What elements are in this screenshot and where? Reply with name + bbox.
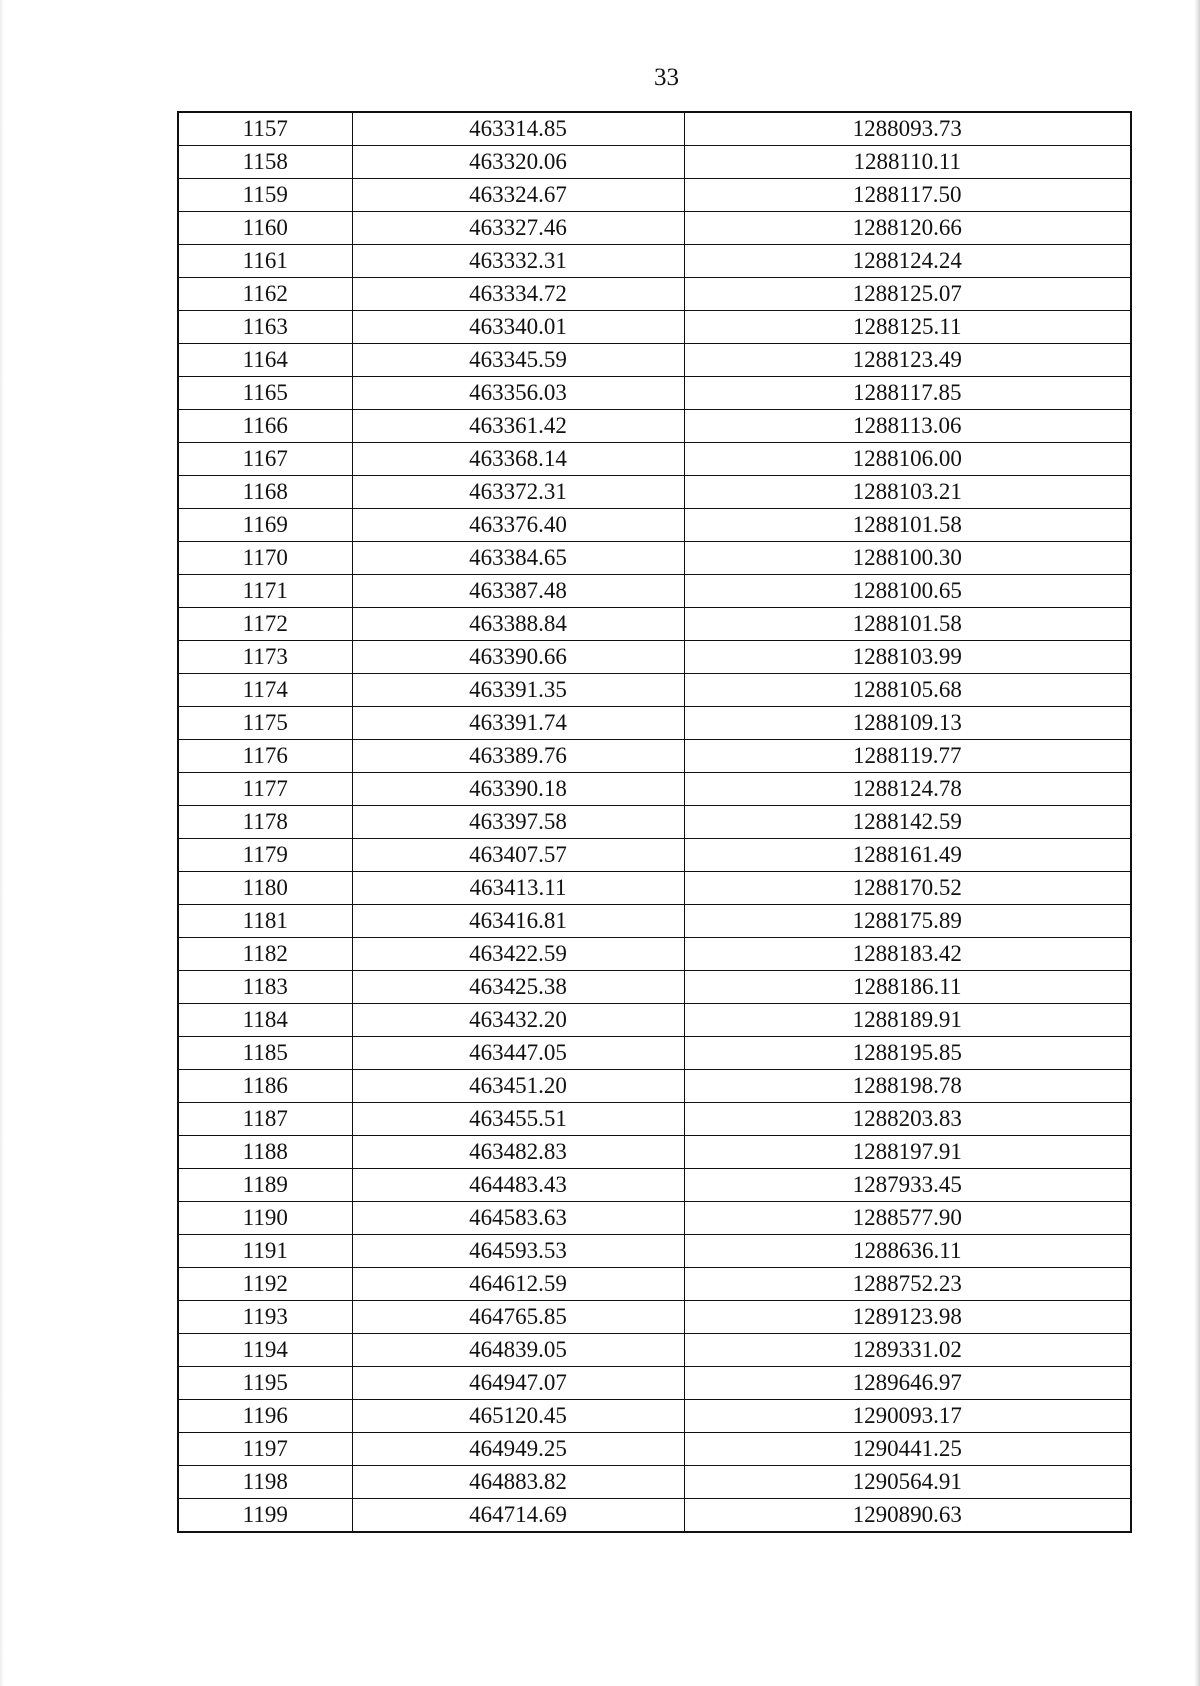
table-row <box>178 938 1131 971</box>
x-coordinate-cell: 464593.53 <box>352 1235 684 1268</box>
table-row <box>178 905 1131 938</box>
point-id-cell: 1177 <box>178 773 352 806</box>
table-row <box>178 674 1131 707</box>
point-id-cell: 1189 <box>178 1169 352 1202</box>
table-row <box>178 146 1131 179</box>
y-coordinate-cell: 1288124.78 <box>684 773 1131 806</box>
coordinate-table-body <box>178 112 1131 1532</box>
x-coordinate-cell: 464483.43 <box>352 1169 684 1202</box>
point-id-cell: 1176 <box>178 740 352 773</box>
x-coordinate-cell: 463356.03 <box>352 377 684 410</box>
x-coordinate-cell: 463407.57 <box>352 839 684 872</box>
point-id-cell: 1174 <box>178 674 352 707</box>
point-id-cell: 1162 <box>178 278 352 311</box>
point-id-cell: 1178 <box>178 806 352 839</box>
y-coordinate-cell: 1288161.49 <box>684 839 1131 872</box>
table-row <box>178 1202 1131 1235</box>
table-row <box>178 278 1131 311</box>
point-id-cell: 1164 <box>178 344 352 377</box>
y-coordinate-cell: 1288752.23 <box>684 1268 1131 1301</box>
y-coordinate-cell: 1288183.42 <box>684 938 1131 971</box>
y-coordinate-cell: 1288106.00 <box>684 443 1131 476</box>
point-id-cell: 1194 <box>178 1334 352 1367</box>
x-coordinate-cell: 463447.05 <box>352 1037 684 1070</box>
point-id-cell: 1199 <box>178 1499 352 1533</box>
point-id-cell: 1188 <box>178 1136 352 1169</box>
x-coordinate-cell: 463390.18 <box>352 773 684 806</box>
y-coordinate-cell: 1288125.11 <box>684 311 1131 344</box>
x-coordinate-cell: 463361.42 <box>352 410 684 443</box>
x-coordinate-cell: 463389.76 <box>352 740 684 773</box>
table-row <box>178 476 1131 509</box>
page-number: 33 <box>654 64 679 91</box>
x-coordinate-cell: 463482.83 <box>352 1136 684 1169</box>
point-id-cell: 1197 <box>178 1433 352 1466</box>
point-id-cell: 1184 <box>178 1004 352 1037</box>
y-coordinate-cell: 1288123.49 <box>684 344 1131 377</box>
x-coordinate-cell: 463425.38 <box>352 971 684 1004</box>
y-coordinate-cell: 1288105.68 <box>684 674 1131 707</box>
y-coordinate-cell: 1288142.59 <box>684 806 1131 839</box>
point-id-cell: 1183 <box>178 971 352 1004</box>
table-row <box>178 1268 1131 1301</box>
y-coordinate-cell: 1288093.73 <box>684 112 1131 146</box>
x-coordinate-cell: 463384.65 <box>352 542 684 575</box>
point-id-cell: 1163 <box>178 311 352 344</box>
point-id-cell: 1185 <box>178 1037 352 1070</box>
x-coordinate-cell: 463327.46 <box>352 212 684 245</box>
y-coordinate-cell: 1288198.78 <box>684 1070 1131 1103</box>
y-coordinate-cell: 1288101.58 <box>684 509 1131 542</box>
table-row <box>178 1466 1131 1499</box>
x-coordinate-cell: 464714.69 <box>352 1499 684 1533</box>
y-coordinate-cell: 1288113.06 <box>684 410 1131 443</box>
table-row <box>178 806 1131 839</box>
table-row <box>178 344 1131 377</box>
point-id-cell: 1182 <box>178 938 352 971</box>
x-coordinate-cell: 464765.85 <box>352 1301 684 1334</box>
table-row <box>178 1400 1131 1433</box>
x-coordinate-cell: 463422.59 <box>352 938 684 971</box>
y-coordinate-cell: 1288120.66 <box>684 212 1131 245</box>
point-id-cell: 1159 <box>178 179 352 212</box>
point-id-cell: 1165 <box>178 377 352 410</box>
point-id-cell: 1192 <box>178 1268 352 1301</box>
point-id-cell: 1198 <box>178 1466 352 1499</box>
point-id-cell: 1180 <box>178 872 352 905</box>
y-coordinate-cell: 1289331.02 <box>684 1334 1131 1367</box>
y-coordinate-cell: 1288117.50 <box>684 179 1131 212</box>
table-row <box>178 1433 1131 1466</box>
y-coordinate-cell: 1288103.21 <box>684 476 1131 509</box>
y-coordinate-cell: 1287933.45 <box>684 1169 1131 1202</box>
y-coordinate-cell: 1289646.97 <box>684 1367 1131 1400</box>
point-id-cell: 1157 <box>178 112 352 146</box>
table-row <box>178 740 1131 773</box>
point-id-cell: 1181 <box>178 905 352 938</box>
x-coordinate-cell: 463320.06 <box>352 146 684 179</box>
point-id-cell: 1190 <box>178 1202 352 1235</box>
x-coordinate-cell: 465120.45 <box>352 1400 684 1433</box>
scan-edge-right <box>1194 0 1200 1686</box>
x-coordinate-cell: 463391.35 <box>352 674 684 707</box>
coordinate-table <box>177 111 1132 1533</box>
table-row <box>178 773 1131 806</box>
table-row <box>178 377 1131 410</box>
point-id-cell: 1191 <box>178 1235 352 1268</box>
point-id-cell: 1168 <box>178 476 352 509</box>
x-coordinate-cell: 463372.31 <box>352 476 684 509</box>
y-coordinate-cell: 1288195.85 <box>684 1037 1131 1070</box>
point-id-cell: 1170 <box>178 542 352 575</box>
table-row <box>178 1499 1131 1533</box>
y-coordinate-cell: 1288100.65 <box>684 575 1131 608</box>
y-coordinate-cell: 1290093.17 <box>684 1400 1131 1433</box>
table-row <box>178 1334 1131 1367</box>
x-coordinate-cell: 463345.59 <box>352 344 684 377</box>
x-coordinate-cell: 463390.66 <box>352 641 684 674</box>
point-id-cell: 1195 <box>178 1367 352 1400</box>
y-coordinate-cell: 1288101.58 <box>684 608 1131 641</box>
y-coordinate-cell: 1290441.25 <box>684 1433 1131 1466</box>
y-coordinate-cell: 1288189.91 <box>684 1004 1131 1037</box>
x-coordinate-cell: 463416.81 <box>352 905 684 938</box>
y-coordinate-cell: 1290890.63 <box>684 1499 1131 1533</box>
x-coordinate-cell: 464883.82 <box>352 1466 684 1499</box>
point-id-cell: 1169 <box>178 509 352 542</box>
point-id-cell: 1167 <box>178 443 352 476</box>
x-coordinate-cell: 464612.59 <box>352 1268 684 1301</box>
table-row <box>178 112 1131 146</box>
x-coordinate-cell: 463397.58 <box>352 806 684 839</box>
y-coordinate-cell: 1289123.98 <box>684 1301 1131 1334</box>
x-coordinate-cell: 463314.85 <box>352 112 684 146</box>
table-row <box>178 872 1131 905</box>
y-coordinate-cell: 1288170.52 <box>684 872 1131 905</box>
table-row <box>178 1004 1131 1037</box>
y-coordinate-cell: 1288125.07 <box>684 278 1131 311</box>
table-row <box>178 509 1131 542</box>
point-id-cell: 1160 <box>178 212 352 245</box>
point-id-cell: 1196 <box>178 1400 352 1433</box>
x-coordinate-cell: 463334.72 <box>352 278 684 311</box>
table-row <box>178 1103 1131 1136</box>
point-id-cell: 1171 <box>178 575 352 608</box>
table-row <box>178 839 1131 872</box>
table-row <box>178 245 1131 278</box>
x-coordinate-cell: 463432.20 <box>352 1004 684 1037</box>
y-coordinate-cell: 1288197.91 <box>684 1136 1131 1169</box>
y-coordinate-cell: 1288186.11 <box>684 971 1131 1004</box>
table-row <box>178 1235 1131 1268</box>
y-coordinate-cell: 1288117.85 <box>684 377 1131 410</box>
table-row <box>178 1169 1131 1202</box>
point-id-cell: 1158 <box>178 146 352 179</box>
table-row <box>178 575 1131 608</box>
x-coordinate-cell: 463413.11 <box>352 872 684 905</box>
x-coordinate-cell: 463387.48 <box>352 575 684 608</box>
table-row <box>178 443 1131 476</box>
table-row <box>178 1037 1131 1070</box>
y-coordinate-cell: 1288577.90 <box>684 1202 1131 1235</box>
y-coordinate-cell: 1288110.11 <box>684 146 1131 179</box>
table-row <box>178 1367 1131 1400</box>
x-coordinate-cell: 464947.07 <box>352 1367 684 1400</box>
x-coordinate-cell: 463388.84 <box>352 608 684 641</box>
x-coordinate-cell: 463340.01 <box>352 311 684 344</box>
y-coordinate-cell: 1288100.30 <box>684 542 1131 575</box>
point-id-cell: 1166 <box>178 410 352 443</box>
table-row <box>178 971 1131 1004</box>
scan-edge-left <box>0 0 4 1686</box>
x-coordinate-cell: 463455.51 <box>352 1103 684 1136</box>
table-row <box>178 641 1131 674</box>
y-coordinate-cell: 1288203.83 <box>684 1103 1131 1136</box>
table-row <box>178 1136 1131 1169</box>
x-coordinate-cell: 464949.25 <box>352 1433 684 1466</box>
point-id-cell: 1187 <box>178 1103 352 1136</box>
table-row <box>178 311 1131 344</box>
table-row <box>178 179 1131 212</box>
table-row <box>178 1070 1131 1103</box>
x-coordinate-cell: 463368.14 <box>352 443 684 476</box>
table-row <box>178 608 1131 641</box>
x-coordinate-cell: 463451.20 <box>352 1070 684 1103</box>
x-coordinate-cell: 463324.67 <box>352 179 684 212</box>
point-id-cell: 1186 <box>178 1070 352 1103</box>
point-id-cell: 1173 <box>178 641 352 674</box>
point-id-cell: 1179 <box>178 839 352 872</box>
y-coordinate-cell: 1288124.24 <box>684 245 1131 278</box>
table-row <box>178 707 1131 740</box>
x-coordinate-cell: 463391.74 <box>352 707 684 740</box>
table-row <box>178 212 1131 245</box>
point-id-cell: 1172 <box>178 608 352 641</box>
y-coordinate-cell: 1288636.11 <box>684 1235 1131 1268</box>
point-id-cell: 1161 <box>178 245 352 278</box>
point-id-cell: 1175 <box>178 707 352 740</box>
x-coordinate-cell: 463376.40 <box>352 509 684 542</box>
y-coordinate-cell: 1288109.13 <box>684 707 1131 740</box>
x-coordinate-cell: 464839.05 <box>352 1334 684 1367</box>
y-coordinate-cell: 1288103.99 <box>684 641 1131 674</box>
table-row <box>178 542 1131 575</box>
point-id-cell: 1193 <box>178 1301 352 1334</box>
x-coordinate-cell: 464583.63 <box>352 1202 684 1235</box>
y-coordinate-cell: 1290564.91 <box>684 1466 1131 1499</box>
y-coordinate-cell: 1288119.77 <box>684 740 1131 773</box>
x-coordinate-cell: 463332.31 <box>352 245 684 278</box>
y-coordinate-cell: 1288175.89 <box>684 905 1131 938</box>
table-row <box>178 1301 1131 1334</box>
table-row <box>178 410 1131 443</box>
